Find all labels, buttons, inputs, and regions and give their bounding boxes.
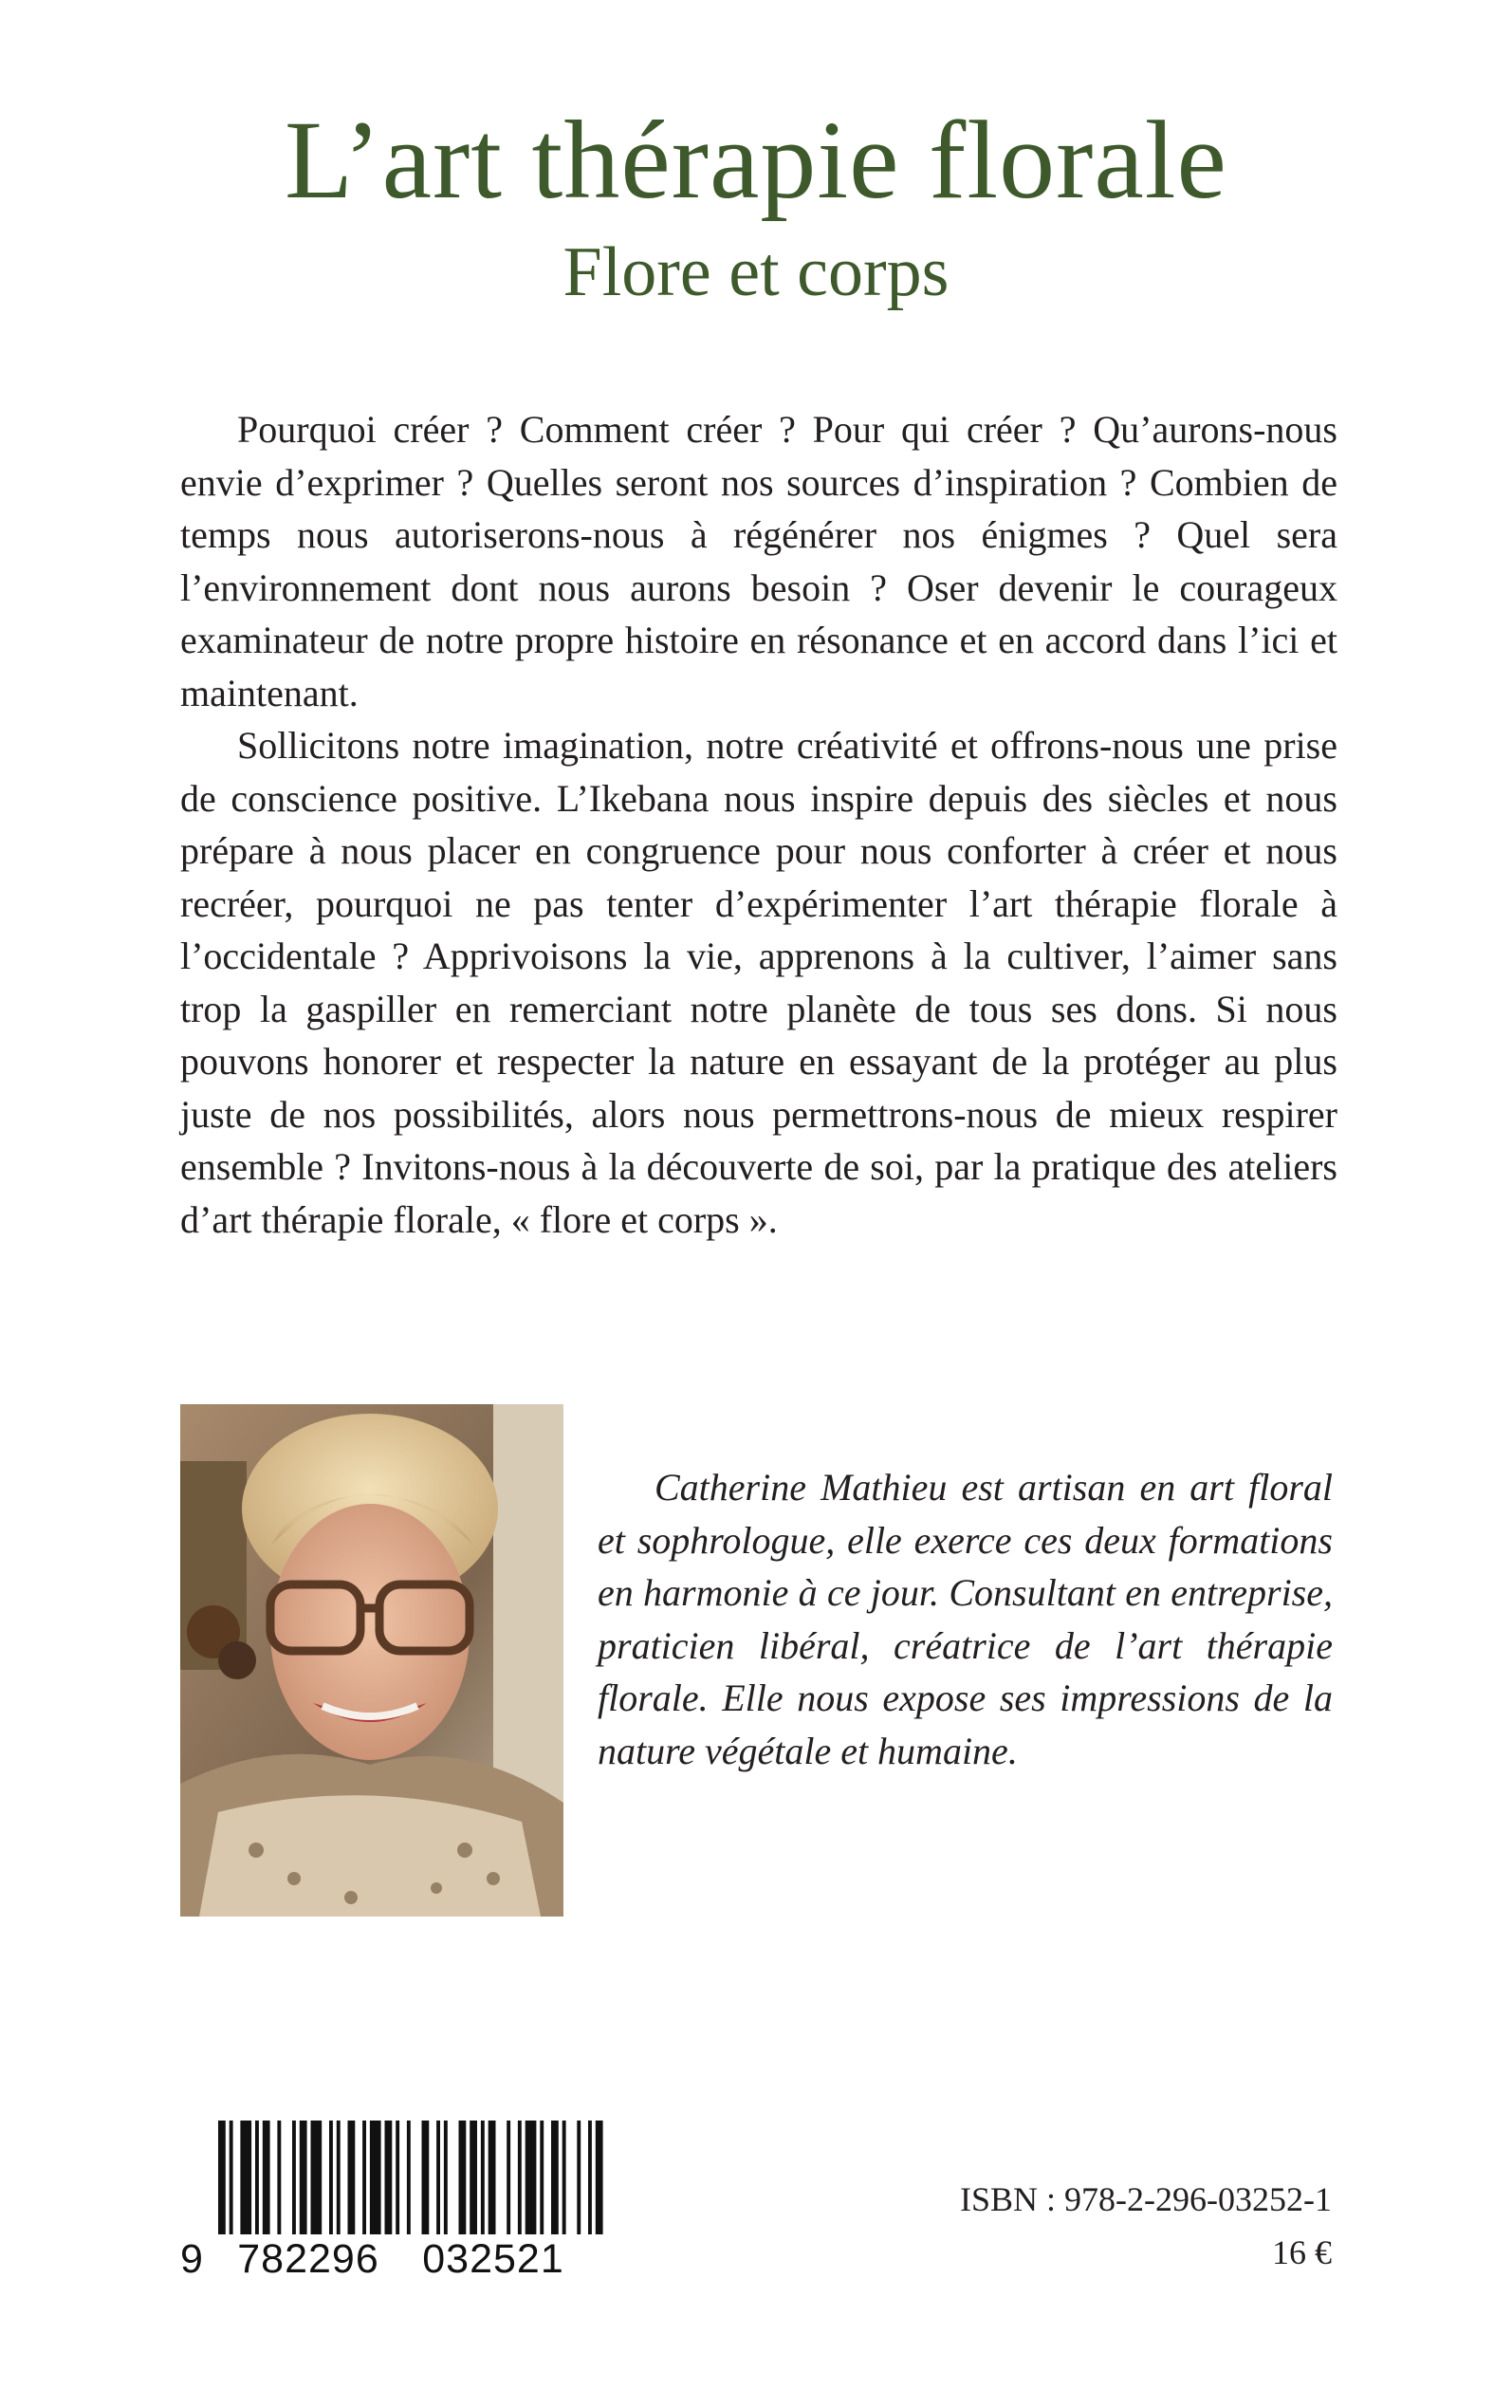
barcode-bar xyxy=(263,2121,270,2234)
barcode-bar xyxy=(551,2121,559,2234)
barcode-bar xyxy=(562,2121,566,2234)
barcode-bar xyxy=(489,2121,496,2234)
barcode-bar xyxy=(470,2121,477,2234)
barcode-bar xyxy=(385,2121,393,2234)
barcode-bar xyxy=(507,2121,510,2234)
barcode-bar xyxy=(481,2121,485,2234)
barcode-bar xyxy=(255,2121,259,2234)
author-bio xyxy=(598,1461,1333,1777)
barcode-digit-group: 032521 xyxy=(422,2236,564,2282)
book-subtitle: Flore et corps xyxy=(562,233,950,311)
barcode-bar xyxy=(526,2121,537,2234)
price: 16 € xyxy=(1272,2233,1332,2271)
barcode-bar xyxy=(407,2121,411,2234)
barcode-bar xyxy=(277,2121,281,2234)
barcode-bar xyxy=(436,2121,440,2234)
barcode-bar xyxy=(362,2121,366,2234)
barcode-bar xyxy=(518,2121,522,2234)
barcode-bar xyxy=(311,2121,323,2234)
barcode-bar xyxy=(329,2121,333,2234)
barcode-bar xyxy=(459,2121,467,2234)
blurb-paragraph: Sollicitons notre imagination, notre créativité et offrons-nous une prise de conscience positive. L’Ikebana nous inspire depuis des siècles et nous prépare à nous placer en congruence pour nous conforter à créer et nous recréer, pourquoi ne pas tenter d’expérimenter l’art thérapie florale à l’occidentale ? Apprivoisons la vie, apprenons à la cultiver, l’aimer sans trop la gaspiller en remerciant notre planète de tous ses dons. Si nous pouvons honorer et respecter la nature en essayant de la protéger au plus juste de nos possibilités, alors nous permettrons-nous de mieux respirer ensemble ? Invitons-nous à la découverte de soi, par la pratique des ateliers d’art thérapie florale, « flore et corps ». xyxy=(180,724,1337,1241)
barcode-digit-group: 782296 xyxy=(237,2236,379,2282)
book-title: L’art thérapie florale xyxy=(285,98,1227,222)
barcode-bar xyxy=(577,2121,581,2234)
author-bio-text: Catherine Mathieu est artisan en art floral et sophrologue, elle exerce ces deux formations en harmonie à ce jour. Consultant en entreprise, praticien libéral, créatrice de l’art thérapie florale. Elle nous expose ses impressions de la nature végétale et humaine. xyxy=(598,1466,1333,1772)
barcode-digits xyxy=(180,2236,607,2282)
barcode-bar xyxy=(396,2121,399,2234)
barcode-bar xyxy=(444,2121,448,2234)
barcode-bar xyxy=(348,2121,356,2234)
back-cover-blurb xyxy=(180,403,1337,1246)
author-photo xyxy=(180,1404,563,1917)
barcode-bar xyxy=(218,2121,226,2234)
barcode-bar xyxy=(337,2121,341,2234)
barcode-bar xyxy=(292,2121,296,2234)
barcode-bar xyxy=(596,2121,603,2234)
blurb-paragraph: Pourquoi créer ? Comment créer ? Pour qui créer ? Qu’aurons-nous envie d’exprimer ? Quelles seront nos sources d’inspiration ? Combien de temps nous autoriserons-nous à régénérer nos énigmes ? Quel sera l’environnement dont nous aurons besoin ? Oser devenir le courageux examinateur de notre propre histoire en résonance et en accord dans l’ici et maintenant. xyxy=(180,408,1337,714)
barcode-bar xyxy=(588,2121,592,2234)
barcode-bar xyxy=(240,2121,251,2234)
barcode-bar xyxy=(370,2121,381,2234)
barcode-bar xyxy=(230,2121,233,2234)
barcode-bar xyxy=(422,2121,430,2234)
barcode-bar xyxy=(300,2121,307,2234)
barcode-digit-group: 9 xyxy=(180,2236,204,2282)
barcode-bar xyxy=(540,2121,544,2234)
isbn-number: ISBN : 978-2-296-03252-1 xyxy=(960,2180,1332,2218)
